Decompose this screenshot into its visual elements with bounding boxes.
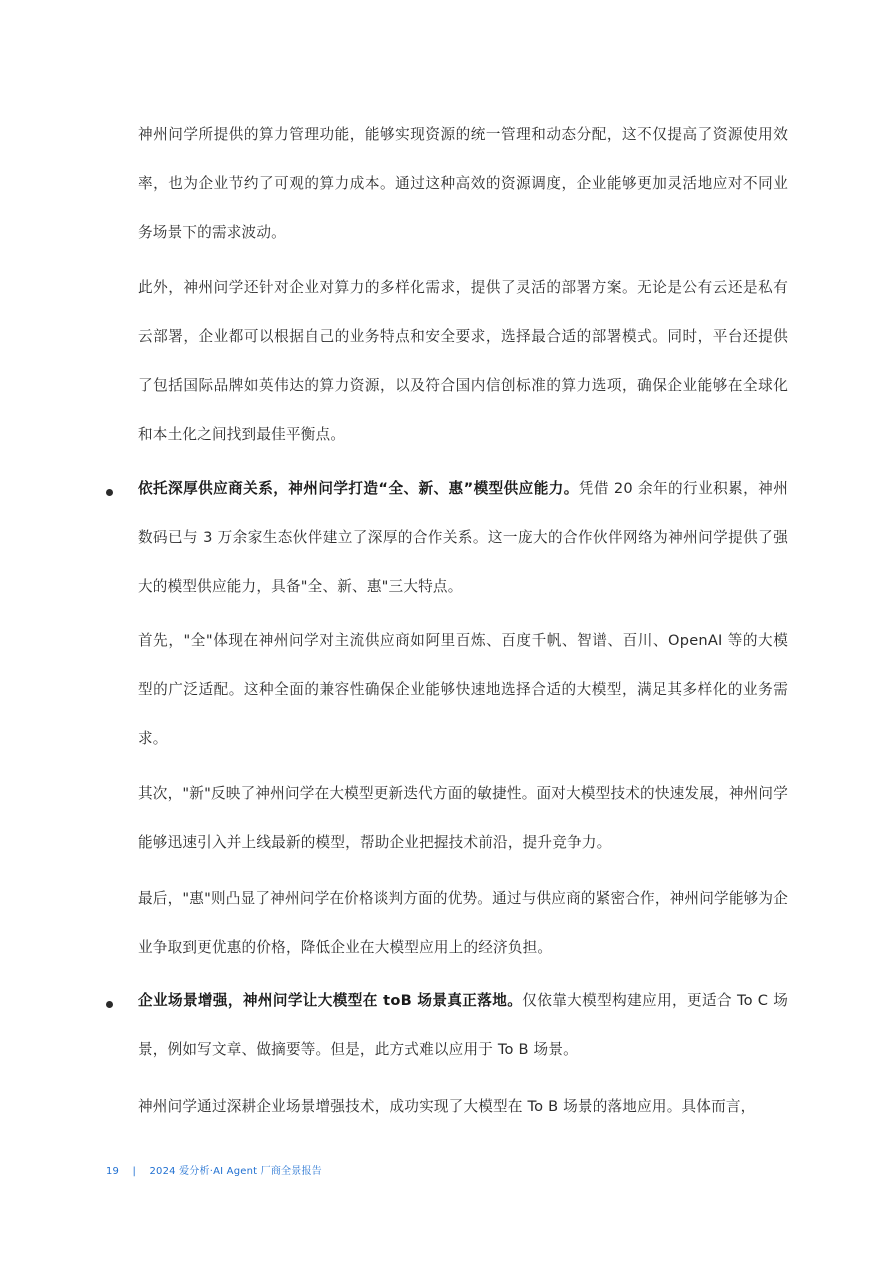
footer-separator: | — [132, 1166, 137, 1177]
bullet-body: 仅依靠大模型构建应用，更适合 To C 场景，例如写文章、做摘要等。但是，此方式难以应用于 To B 场景。 — [138, 992, 788, 1058]
paragraph-xin: 其次，"新"反映了神州问学在大模型更新迭代方面的敏捷性。面对大模型技术的快速发展，神州问学能够迅速引入并上线最新的模型，帮助企业把握技术前沿，提升竞争力。 — [138, 785, 788, 851]
paragraph-hui: 最后，"惠"则凸显了神州问学在价格谈判方面的优势。通过与供应商的紧密合作，神州问学能够为企业争取到更优惠的价格，降低企业在大模型应用上的经济负担。 — [138, 890, 788, 956]
bullet-enterprise-scenarios — [138, 976, 788, 1074]
bullet-heading: 企业场景增强，神州问学让大模型在 toB 场景真正落地。 — [138, 992, 523, 1009]
paragraph-quan: 首先，"全"体现在神州问学对主流供应商如阿里百炼、百度千帆、智谱、百川、OpenAI 等的大模型的广泛适配。这种全面的兼容性确保企业能够快速地选择合适的大模型，满足其多样化的业务需求。 — [138, 632, 788, 747]
bullet-point — [106, 489, 113, 496]
paragraph-compute-management: 神州问学所提供的算力管理功能，能够实现资源的统一管理和动态分配，这不仅提高了资源使用效率，也为企业节约了可观的算力成本。通过这种高效的资源调度，企业能够更加灵活地应对不同业务场景下的需求波动。 — [138, 126, 788, 241]
paragraph-tob-landing: 神州问学通过深耕企业场景增强技术，成功实现了大模型在 To B 场景的落地应用。具体而言， — [138, 1098, 756, 1115]
bullet-point — [106, 1001, 113, 1008]
paragraph-deployment-options: 此外，神州问学还针对企业对算力的多样化需求，提供了灵活的部署方案。无论是公有云还是私有云部署，企业都可以根据自己的业务特点和安全要求，选择最合适的部署模式。同时，平台还提供了包括国际品牌如英伟达的算力资源，以及符合国内信创标准的算力选项，确保企业能够在全球化和本土化之间找到最佳平衡点。 — [138, 279, 788, 443]
bullet-heading: 依托深厚供应商关系，神州问学打造“全、新、惠”模型供应能力。 — [138, 480, 579, 497]
report-title: 2024 爱分析·AI Agent 厂商全景报告 — [149, 1166, 322, 1177]
bullet-body: 凭借 20 余年的行业积累，神州数码已与 3 万余家生态伙伴建立了深厚的合作关系。这一庞大的合作伙伴网络为神州问学提供了强大的模型供应能力，具备"全、新、惠"三大特点。 — [138, 480, 788, 595]
bullet-supplier-relations — [138, 464, 788, 611]
page-number: 19 — [106, 1166, 120, 1177]
page-footer — [106, 1162, 322, 1177]
